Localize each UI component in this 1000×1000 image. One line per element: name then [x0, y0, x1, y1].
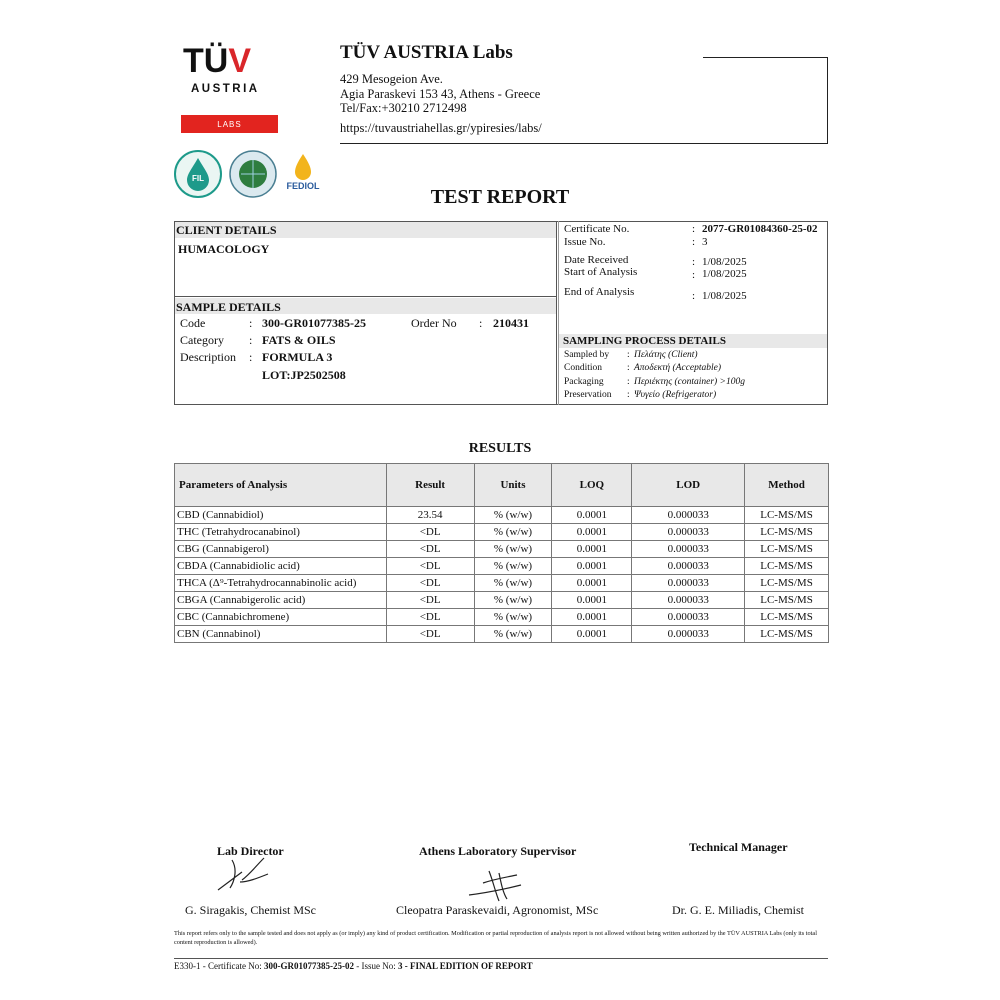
- fediol-logo-icon: [283, 151, 323, 191]
- method-cell: LC-MS/MS: [745, 575, 829, 592]
- issue-colon: :: [692, 236, 696, 248]
- details-divider-2: [558, 221, 559, 405]
- address-line-1: 429 Mesogeion Ave.: [340, 72, 443, 86]
- result-cell: <DL: [386, 592, 474, 609]
- result-cell: <DL: [386, 575, 474, 592]
- logo-v: V: [228, 42, 252, 80]
- director-name: G. Siragakis, Chemist MSc: [185, 903, 316, 917]
- result-cell: <DL: [386, 524, 474, 541]
- units-cell: % (w/w): [474, 524, 552, 541]
- result-cell: <DL: [386, 626, 474, 643]
- result-cell: 23.54: [386, 507, 474, 524]
- description-value-1: FORMULA 3: [262, 350, 333, 364]
- loq-cell: 0.0001: [552, 507, 632, 524]
- code-colon: :: [249, 316, 253, 330]
- description-value-2: LOT:JP2502508: [262, 368, 346, 382]
- param-cell: CBN (Cannabinol): [175, 626, 387, 643]
- phone: Tel/Fax:+30210 2712498: [340, 101, 467, 115]
- table-row: [175, 609, 829, 626]
- lod-cell: 0.000033: [632, 541, 745, 558]
- cert-label: Certificate No.: [564, 223, 630, 235]
- table-row: [175, 592, 829, 609]
- packaging-label: Packaging: [564, 377, 604, 387]
- condition-colon: :: [627, 363, 630, 373]
- manager-name: Dr. G. E. Miliadis, Chemist: [672, 903, 804, 917]
- param-cell: THC (Tetrahydrocanabinol): [175, 524, 387, 541]
- lod-cell: 0.000033: [632, 575, 745, 592]
- table-row: [175, 524, 829, 541]
- results-title: RESULTS: [468, 441, 532, 456]
- details-divider: [556, 221, 557, 405]
- sampling-heading: SAMPLING PROCESS DETAILS: [563, 335, 726, 347]
- supervisor-name: Cleopatra Paraskevaidi, Agronomist, MSc: [396, 903, 599, 917]
- description-label: Description: [180, 350, 236, 364]
- units-cell: % (w/w): [474, 592, 552, 609]
- cert-value: 2077-GR01084360-25-02: [702, 223, 818, 235]
- code-value: 300-GR01077385-25: [262, 316, 366, 330]
- sampled-by-value: Πελάτης (Client): [634, 350, 698, 360]
- condition-value: Αποδεκτή (Acceptable): [634, 363, 722, 373]
- method-cell: LC-MS/MS: [745, 541, 829, 558]
- result-cell: <DL: [386, 558, 474, 575]
- logo-tu: TÜ: [183, 42, 229, 80]
- lab-name: TÜV AUSTRIA Labs: [340, 42, 513, 63]
- received-label: Date Received: [564, 254, 629, 266]
- footer-divider: [174, 958, 828, 959]
- param-cell: CBGA (Cannabigerolic acid): [175, 592, 387, 609]
- lod-cell: 0.000033: [632, 558, 745, 575]
- lod-cell: 0.000033: [632, 609, 745, 626]
- lod-cell: 0.000033: [632, 507, 745, 524]
- disclaimer: This report refers only to the sample tested and does not apply as (or imply) any kind of product certification. Modification or partial reproduction of analysis report is not allowed without being written authorized by the TÜV AUSTRIA Labs (only its total content reproduction is allowed).: [174, 930, 817, 946]
- lod-cell: 0.000033: [632, 592, 745, 609]
- category-label: Category: [180, 333, 224, 347]
- result-cell: <DL: [386, 609, 474, 626]
- units-cell: % (w/w): [474, 558, 552, 575]
- header-parameters: Parameters of Analysis: [175, 464, 387, 507]
- header-lod: LOD: [632, 464, 745, 507]
- cert-colon: :: [692, 223, 696, 235]
- client-name: HUMACOLOGY: [178, 242, 270, 256]
- footer-issue: 3: [397, 961, 403, 971]
- preservation-value: Ψυγείο (Refrigerator): [634, 390, 717, 400]
- order-label: Order No: [411, 316, 457, 330]
- header-method: Method: [745, 464, 829, 507]
- table-row: [175, 507, 829, 524]
- method-cell: LC-MS/MS: [745, 524, 829, 541]
- header-frame: [703, 57, 828, 144]
- packaging-colon: :: [627, 377, 630, 387]
- preservation-label: Preservation: [564, 390, 612, 400]
- footer-cert: 300-GR01077385-25-02: [263, 961, 354, 971]
- director-title: Lab Director: [217, 844, 284, 858]
- end-colon: :: [692, 290, 696, 302]
- results-table: [174, 463, 829, 643]
- header-loq: LOQ: [552, 464, 632, 507]
- footer: [174, 961, 533, 971]
- issue-value: 3: [702, 236, 708, 248]
- lod-cell: 0.000033: [632, 524, 745, 541]
- svg-text:FIL: FIL: [192, 174, 204, 183]
- units-cell: % (w/w): [474, 609, 552, 626]
- results-header-row: [175, 464, 829, 507]
- method-cell: LC-MS/MS: [745, 507, 829, 524]
- header-result: Result: [386, 464, 474, 507]
- client-heading: CLIENT DETAILS: [176, 223, 277, 237]
- preservation-colon: :: [627, 390, 630, 400]
- loq-cell: 0.0001: [552, 626, 632, 643]
- end-label: End of Analysis: [564, 286, 635, 298]
- units-cell: % (w/w): [474, 541, 552, 558]
- sampled-by-colon: :: [627, 350, 630, 360]
- header-divider: [340, 143, 828, 144]
- start-colon: :: [692, 269, 696, 281]
- condition-label: Condition: [564, 363, 603, 373]
- param-cell: CBD (Cannabidiol): [175, 507, 387, 524]
- header-units: Units: [474, 464, 552, 507]
- method-cell: LC-MS/MS: [745, 609, 829, 626]
- table-row: [175, 541, 829, 558]
- start-label: Start of Analysis: [564, 266, 638, 278]
- description-colon: :: [249, 350, 253, 364]
- param-cell: CBC (Cannabichromene): [175, 609, 387, 626]
- footer-prefix: E330-1 - Certificate No:: [174, 961, 264, 971]
- svg-text:FEDIOL: FEDIOL: [286, 181, 320, 191]
- director-signature-icon: [212, 852, 272, 894]
- loq-cell: 0.0001: [552, 575, 632, 592]
- received-colon: :: [692, 256, 696, 268]
- packaging-value: Περιέκτης (container) >100g: [634, 377, 745, 387]
- param-cell: CBDA (Cannabidiolic acid): [175, 558, 387, 575]
- units-cell: % (w/w): [474, 575, 552, 592]
- method-cell: LC-MS/MS: [745, 592, 829, 609]
- units-cell: % (w/w): [474, 507, 552, 524]
- order-colon: :: [479, 316, 483, 330]
- loq-cell: 0.0001: [552, 609, 632, 626]
- report-title: TEST REPORT: [430, 186, 570, 208]
- client-sample-divider: [175, 296, 556, 297]
- footer-edition: - FINAL EDITION OF REPORT: [402, 961, 533, 971]
- units-cell: % (w/w): [474, 626, 552, 643]
- loq-cell: 0.0001: [552, 524, 632, 541]
- param-cell: CBG (Cannabigerol): [175, 541, 387, 558]
- address-line-2: Agia Paraskevi 153 43, Athens - Greece: [340, 87, 541, 101]
- start-value: 1/08/2025: [702, 268, 747, 280]
- supervisor-signature-icon: [465, 865, 525, 905]
- logo-wordmark: [183, 44, 279, 78]
- loq-cell: 0.0001: [552, 541, 632, 558]
- param-cell: THCA (Δ⁹-Tetrahydrocannabinolic acid): [175, 575, 387, 592]
- logo-labs-bar: LABS: [181, 115, 278, 133]
- table-row: [175, 558, 829, 575]
- issue-label: Issue No.: [564, 236, 606, 248]
- tuv-austria-logo: [183, 44, 279, 95]
- lod-cell: 0.000033: [632, 626, 745, 643]
- footer-issue-prefix: - Issue No:: [353, 961, 398, 971]
- method-cell: LC-MS/MS: [745, 558, 829, 575]
- sample-heading: SAMPLE DETAILS: [176, 300, 281, 314]
- loq-cell: 0.0001: [552, 558, 632, 575]
- method-cell: LC-MS/MS: [745, 626, 829, 643]
- category-value: FATS & OILS: [262, 333, 336, 347]
- table-row: [175, 575, 829, 592]
- table-row: [175, 626, 829, 643]
- website-link[interactable]: https://tuvaustriahellas.gr/ypiresies/labs/: [340, 121, 542, 135]
- code-label: Code: [180, 316, 206, 330]
- logo-austria: AUSTRIA: [191, 83, 260, 95]
- result-cell: <DL: [386, 541, 474, 558]
- received-value: 1/08/2025: [702, 256, 747, 268]
- end-value: 1/08/2025: [702, 290, 747, 302]
- order-value: 210431: [493, 316, 529, 330]
- supervisor-title: Athens Laboratory Supervisor: [419, 844, 577, 858]
- manager-title: Technical Manager: [689, 840, 788, 854]
- category-colon: :: [249, 333, 253, 347]
- loq-cell: 0.0001: [552, 592, 632, 609]
- sampled-by-label: Sampled by: [564, 350, 610, 360]
